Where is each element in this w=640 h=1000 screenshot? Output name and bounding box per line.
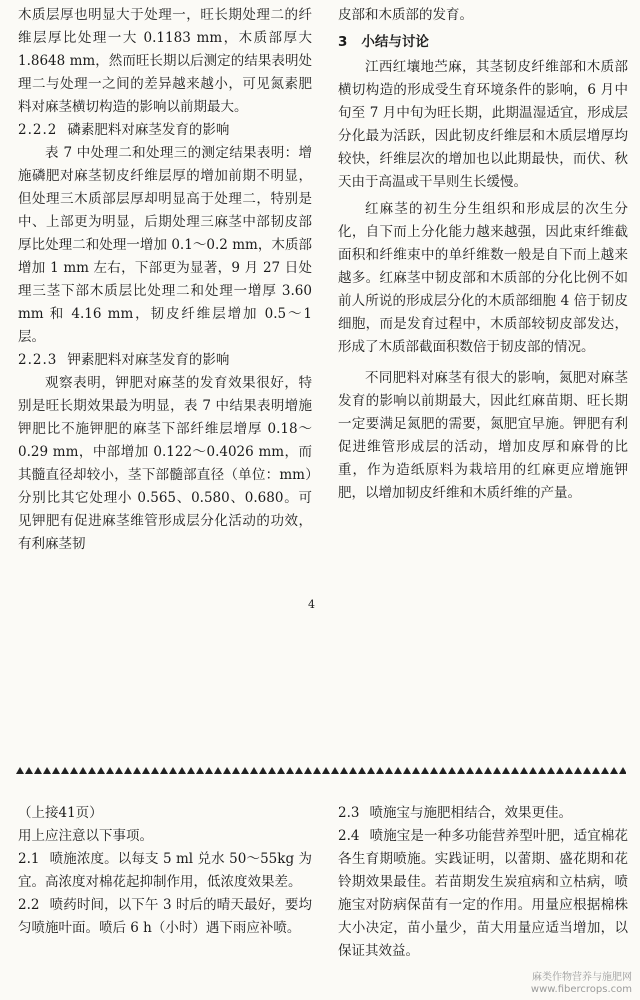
divider-ornament	[322, 767, 330, 774]
item-text: 喷施宝与施肥相结合，效果更佳。	[369, 805, 572, 821]
divider-ornament	[340, 767, 348, 774]
item-number: 2.2	[18, 897, 40, 913]
decorative-divider	[14, 764, 626, 778]
section-number: 2.2.2	[18, 122, 58, 138]
divider-ornament	[223, 767, 231, 774]
divider-ornament	[565, 767, 573, 774]
divider-ornament	[286, 767, 294, 774]
divider-ornament	[124, 767, 132, 774]
divider-ornament	[142, 767, 150, 774]
divider-ornament	[331, 767, 339, 774]
page-number: 4	[308, 598, 315, 611]
section-title: 钾素肥料对麻茎发育的影响	[67, 352, 230, 368]
divider-ornament	[610, 767, 618, 774]
section-heading-2-2-2	[18, 119, 312, 142]
continued-from-note: （上接41页）	[18, 805, 103, 821]
divider-ornament	[25, 767, 33, 774]
divider-ornament	[34, 767, 42, 774]
divider-ornament	[187, 767, 195, 774]
divider-ornament	[241, 767, 249, 774]
watermark	[531, 972, 632, 996]
divider-ornament	[439, 767, 447, 774]
divider-ornament	[592, 767, 600, 774]
divider-ornament	[133, 767, 141, 774]
divider-ornament	[493, 767, 501, 774]
divider-ornament	[421, 767, 429, 774]
divider-ornament	[601, 767, 609, 774]
divider-ornament	[232, 767, 240, 774]
paragraph-summary-fertilizer: 不同肥料对麻茎有很大的影响，氮肥对麻茎发育的影响以前期最大，因此红麻苗期、旺长期一定要满足氮肥的需要，氮肥宜早施。钾肥有利促进维管形成层的活动，增加皮厚和麻骨的比重，作为造纸原料为栽培用的红麻更应增施钾肥，以增加韧皮纤维和木质纤维的产量。	[338, 370, 628, 501]
divider-ornament	[196, 767, 204, 774]
item-number: 2.3	[338, 805, 360, 821]
top-right-column	[338, 4, 628, 505]
divider-ornament	[574, 767, 582, 774]
divider-ornament	[376, 767, 384, 774]
divider-ornament	[484, 767, 492, 774]
divider-ornament	[43, 767, 51, 774]
divider-ornament	[619, 767, 626, 774]
top-left-column	[18, 4, 312, 556]
divider-ornament	[475, 767, 483, 774]
divider-ornament	[394, 767, 402, 774]
paragraph-summary-growth: 江西红壤地苎麻，其茎韧皮纤维部和木质部横切构造的形成受生育环境条件的影响，6 月中旬至 7 月中旬为旺长期，此期温湿适宜，形成层分化最为活跃，因此韧皮纤维层和木质层增厚均较快，纤维层次的增加也以此期最快，而伏、秋天由于高温或干旱则生长缓慢。	[338, 59, 628, 190]
divider-ornament	[277, 767, 285, 774]
watermark-url: www.fibercrops.com	[530, 984, 632, 995]
paragraph-continuation: 皮部和木质部的发育。	[338, 7, 473, 23]
divider-ornament	[61, 767, 69, 774]
bottom-right-column	[338, 802, 628, 963]
divider-ornament	[70, 767, 78, 774]
item-text: 喷施宝是一种多功能营养型叶肥，适宜棉花各生育期喷施。实践证明，以蕾期、盛花期和花铃期效果最佳。若苗期发生炭疽病和立枯病，喷施宝对防病保苗有一定的作用。用量应根据棉株大小决定，苗小量少，苗大用量应适当增加，以保证其效益。	[338, 828, 628, 959]
divider-ornament	[52, 767, 60, 774]
item-number: 2.4	[338, 828, 360, 844]
paragraph-nitrogen-conclusion: 木质层厚也明显大于处理一，旺长期处理二的纤维层厚比处理一大 0.1183 mm，木质部厚大 1.8648 mm，然而旺长期以后测定的结果表明处理二与处理一之间的差异越来越小，可见氮素肥料对麻茎横切构造的影响以前期最大。	[18, 7, 312, 115]
divider-ornament	[97, 767, 105, 774]
divider-ornament	[304, 767, 312, 774]
item-number: 2.1	[18, 851, 40, 867]
divider-ornament	[115, 767, 123, 774]
divider-ornament	[520, 767, 528, 774]
divider-ornament	[403, 767, 411, 774]
divider-ornament	[556, 767, 564, 774]
paragraph-summary-differentiation: 红麻茎的初生分生组织和形成层的次生分化，自下而上分化能力越来越强，因此束纤维截面积和纤维束中的单纤维数一般是自下而上越来越多。红麻茎中韧皮部和木质部的分化比例不如前人所说的形成层分化的木质部细胞 4 倍于韧皮细胞，而是发育过程中，木质部较韧皮部发达，形成了木质部截面积数倍于韧皮部的情况。	[338, 201, 628, 355]
item-2-2	[18, 894, 312, 940]
item-text: 喷药时间，以下午 3 时后的晴天最好，要均匀喷施叶面。喷后 6 h（小时）遇下雨应补喷。	[18, 897, 312, 936]
divider-ornament	[259, 767, 267, 774]
divider-ornament	[457, 767, 465, 774]
divider-ornament	[529, 767, 537, 774]
section-number: 2.2.3	[18, 352, 58, 368]
divider-ornament	[412, 767, 420, 774]
divider-ornament	[367, 767, 375, 774]
divider-ornament	[583, 767, 591, 774]
item-text: 喷施浓度。以每支 5 ml 兑水 50～55kg 为宜。高浓度对棉花起抑制作用，低浓度效果差。	[18, 851, 312, 890]
paragraph-intro: 用上应注意以下事项。	[18, 828, 153, 844]
divider-ornament	[214, 767, 222, 774]
column-gutter	[325, 4, 326, 734]
divider-ornament	[205, 767, 213, 774]
divider-ornament	[88, 767, 96, 774]
divider-ornament	[547, 767, 555, 774]
section-heading-2-2-3	[18, 349, 312, 372]
divider-ornament	[160, 767, 168, 774]
divider-ornament	[79, 767, 87, 774]
paragraph-phosphorus: 表 7 中处理二和处理三的测定结果表明：增施磷肥对麻茎韧皮纤维层厚的增加前期不明显，但处理三木质部层厚却明显高于处理二，特别是中、上部更为明显，后期处理三麻茎中部韧皮部厚比处理二和处理一增加 0.1～0.2 mm，木质部增加 1 mm 左右，下部更为显著，9 月 27 日处理三茎下部木质层比处理二和处理一增厚 3.60 mm 和 4.16 mm，韧皮纤维层增加 0.5～1 层。	[18, 145, 312, 345]
divider-ornament	[295, 767, 303, 774]
divider-ornament	[250, 767, 258, 774]
divider-ornament	[313, 767, 321, 774]
divider-ornament	[16, 767, 24, 774]
item-2-4	[338, 825, 628, 963]
divider-pattern	[14, 764, 626, 778]
divider-ornament	[178, 767, 186, 774]
section-number: 3	[338, 34, 348, 50]
divider-ornament	[502, 767, 510, 774]
section-heading-3	[338, 31, 628, 54]
section-title: 磷素肥料对麻茎发育的影响	[67, 122, 230, 138]
watermark-title: 麻类作物营养与施肥网	[532, 972, 632, 983]
divider-ornament	[430, 767, 438, 774]
divider-ornament	[151, 767, 159, 774]
paragraph-potassium: 观察表明，钾肥对麻茎的发育效果很好，特别是旺长期效果最为明显，表 7 中结果表明增施钾肥比不施钾肥的麻茎下部纤维层增厚 0.18～0.29 mm，中部增加 0.122～0.4026 mm，而其髓直径却较小，茎下部髓部直径（单位：mm）分别比其它处理小 0.565、0.580、0.680。可见钾肥有促进麻茎维管形成层分化活动的功效，有利麻茎韧	[18, 375, 312, 552]
divider-ornament	[169, 767, 177, 774]
divider-ornament	[106, 767, 114, 774]
divider-ornament	[268, 767, 276, 774]
divider-ornament	[358, 767, 366, 774]
section-title: 小结与讨论	[361, 34, 429, 50]
item-2-1	[18, 848, 312, 894]
divider-ornament	[538, 767, 546, 774]
divider-ornament	[511, 767, 519, 774]
item-2-3	[338, 802, 628, 825]
divider-ornament	[349, 767, 357, 774]
divider-ornament	[448, 767, 456, 774]
bottom-left-column	[18, 802, 312, 940]
divider-ornament	[466, 767, 474, 774]
divider-ornament	[385, 767, 393, 774]
